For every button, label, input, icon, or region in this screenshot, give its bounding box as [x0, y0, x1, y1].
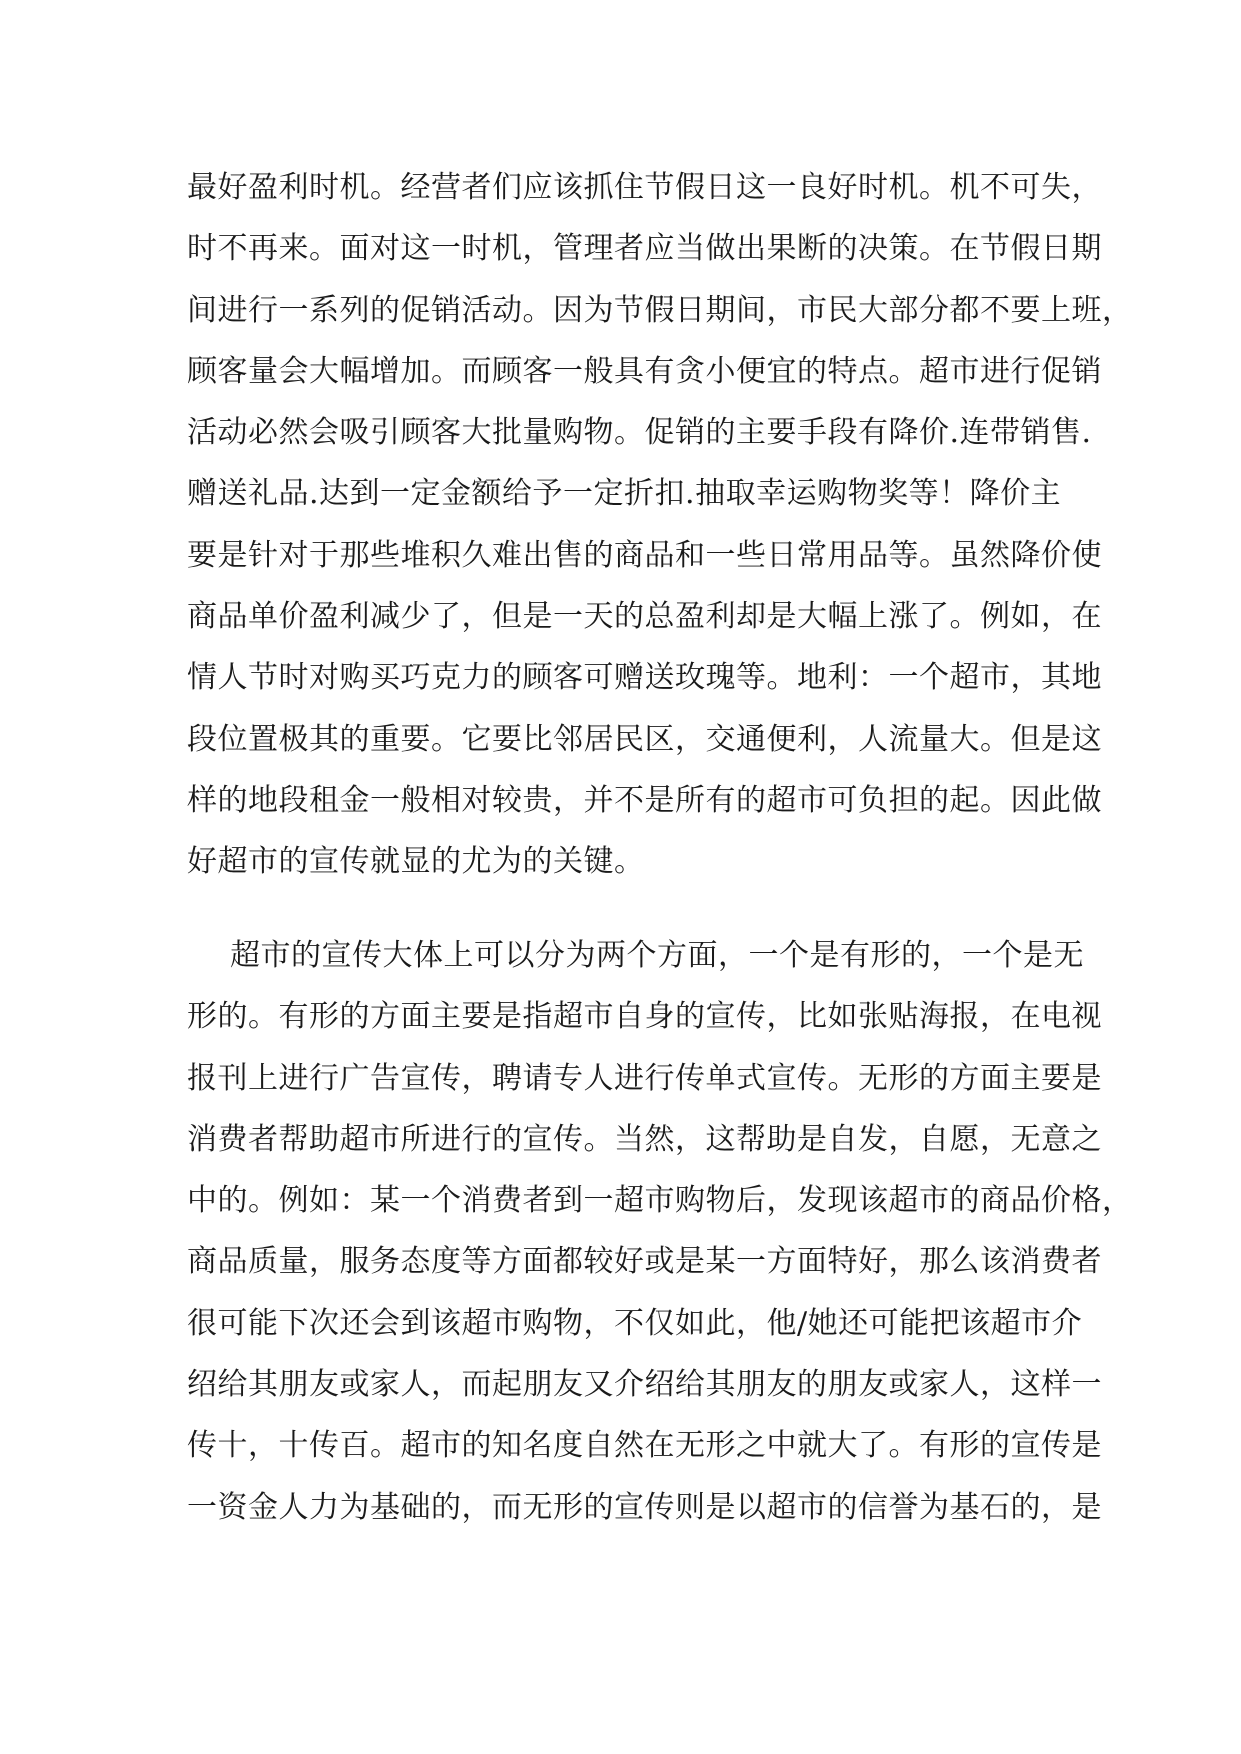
- paragraph-line: 情人节时对购买巧克力的顾客可赠送玫瑰等。地利：一个超市，其地: [187, 660, 1102, 696]
- paragraph-2: [187, 925, 1133, 1538]
- paragraph-line: 最好盈利时机。经营者们应该抓住节假日这一良好时机。机不可失，: [187, 170, 1102, 205]
- paragraph-line: 样的地段租金一般相对较贵，并不是所有的超市可负担的起。因此做: [187, 782, 1102, 818]
- paragraph-line: 很可能下次还会到该超市购物，不仅如此，他/她还可能把该超市介: [187, 1305, 1083, 1341]
- paragraph-line: 赠送礼品.达到一定金额给予一定折扣.抽取幸运购物奖等！降价主: [187, 476, 1062, 512]
- paragraph-line: 好超市的宣传就显的尤为的关键。: [187, 844, 645, 880]
- paragraph-line: 一资金人力为基础的，而无形的宣传则是以超市的信誉为基石的，是: [187, 1489, 1102, 1525]
- paragraph-line: 商品质量，服务态度等方面都较好或是某一方面特好，那么该消费者: [187, 1244, 1102, 1280]
- paragraph-line: 顾客量会大幅增加。而顾客一般具有贪小便宜的特点。超市进行促销: [187, 353, 1102, 389]
- paragraph-line: 活动必然会吸引顾客大批量购物。促销的主要手段有降价.连带销售.: [187, 415, 1092, 451]
- paragraph-line: 报刊上进行广告宣传，聘请专人进行传单式宣传。无形的方面主要是: [187, 1060, 1102, 1096]
- paragraph-line: 中的。例如：某一个消费者到一超市购物后，发现该超市的商品价格，: [187, 1183, 1133, 1219]
- paragraph-line: 要是针对于那些堆积久难出售的商品和一些日常用品等。虽然降价使: [187, 537, 1102, 573]
- paragraph-1: [187, 157, 1133, 893]
- paragraph-line: 形的。有形的方面主要是指超市自身的宣传，比如张贴海报，在电视: [187, 999, 1102, 1035]
- paragraph-line: 绍给其朋友或家人，而起朋友又介绍给其朋友的朋友或家人，这样一: [187, 1367, 1102, 1403]
- paragraph-line: 间进行一系列的促销活动。因为节假日期间，市民大部分都不要上班，: [187, 292, 1133, 328]
- paragraph-line: 传十，十传百。超市的知名度自然在无形之中就大了。有形的宣传是: [187, 1428, 1102, 1464]
- paragraph-line: 时不再来。面对这一时机，管理者应当做出果断的决策。在节假日期: [187, 231, 1102, 267]
- paragraph-line: 商品单价盈利减少了，但是一天的总盈利却是大幅上涨了。例如，在: [187, 599, 1102, 635]
- paragraph-line: 超市的宣传大体上可以分为两个方面，一个是有形的，一个是无: [230, 938, 1084, 973]
- paragraph-line: 消费者帮助超市所进行的宣传。当然，这帮助是自发，自愿，无意之: [187, 1121, 1102, 1157]
- paragraph-line: 段位置极其的重要。它要比邻居民区，交通便利，人流量大。但是这: [187, 721, 1102, 757]
